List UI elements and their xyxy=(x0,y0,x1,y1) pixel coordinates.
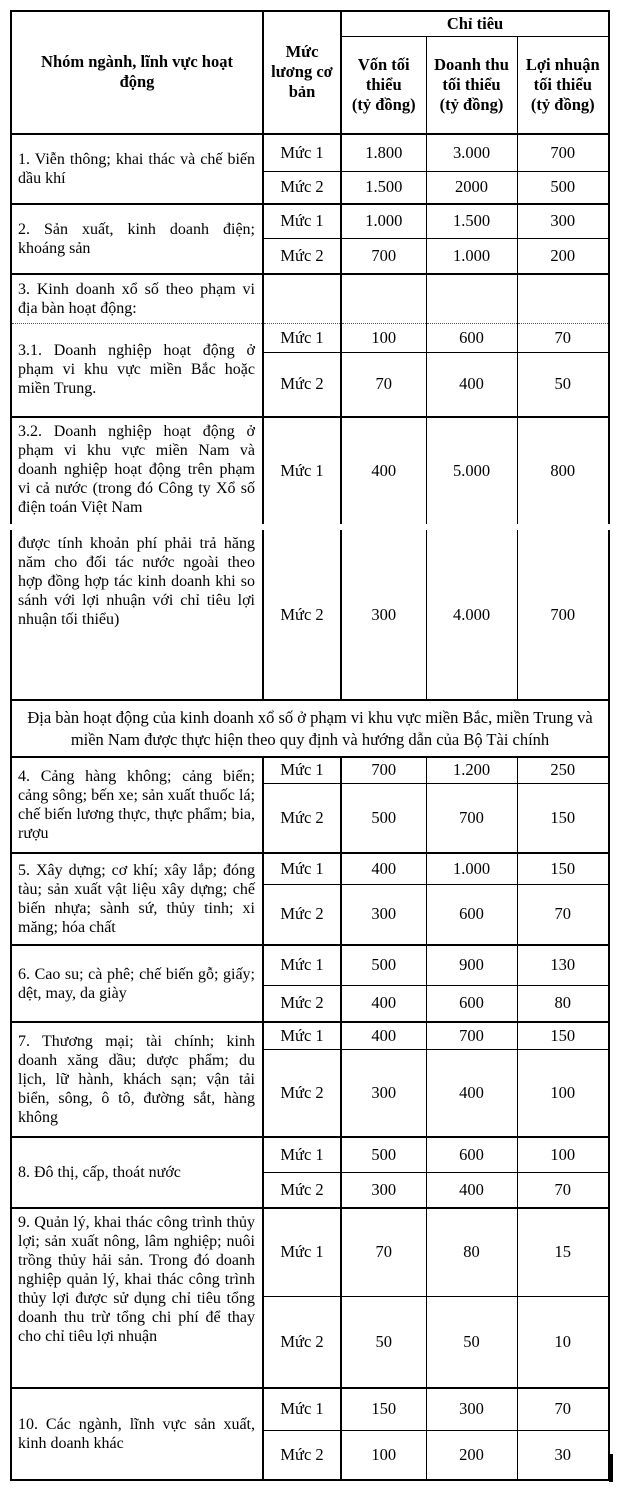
level-cell: Mức 1 xyxy=(263,134,341,172)
profit-cell: 100 xyxy=(517,1137,609,1172)
min-profit-title: Lợi nhuận tối thiểu xyxy=(525,54,600,94)
header-targets-group: Chỉ tiêu xyxy=(341,11,609,37)
level-cell-empty xyxy=(263,274,341,324)
capital-cell: 300 xyxy=(341,1049,426,1137)
row-3-label: 3. Kinh doanh xổ số theo phạm vi địa bàn hoạt động: xyxy=(11,274,263,324)
profit-cell: 250 xyxy=(517,757,609,783)
revenue-cell: 80 xyxy=(426,1208,517,1296)
level-cell: Mức 2 xyxy=(263,1172,341,1208)
profit-cell: 10 xyxy=(517,1296,609,1388)
row-4-label: 4. Cảng hàng không; cảng biển; cảng sông; bến xe; sản xuất thuốc lá; chế biến lương thực, thực phẩm; bia, rượu xyxy=(11,757,263,853)
level-cell: Mức 2 xyxy=(263,884,341,945)
row-8-label: 8. Đô thị, cấp, thoát nước xyxy=(11,1137,263,1208)
level-cell: Mức 1 xyxy=(263,1208,341,1296)
level-cell: Mức 1 xyxy=(263,1137,341,1172)
revenue-cell: 3.000 xyxy=(426,134,517,172)
profit-cell: 800 xyxy=(517,417,609,524)
revenue-cell: 400 xyxy=(426,1049,517,1137)
capital-cell: 400 xyxy=(341,1022,426,1049)
revenue-cell: 600 xyxy=(426,985,517,1022)
level-cell: Mức 2 xyxy=(263,985,341,1022)
capital-cell: 300 xyxy=(341,530,426,700)
row-3-2-label-part1: 3.2. Doanh nghiệp hoạt động ở phạm vi khu vực miền Nam và doanh nghiệp hoạt động trên phạm vi cả nước (trong đó Công ty Xổ số điện toán Việt Nam xyxy=(11,417,263,524)
capital-cell: 500 xyxy=(341,1137,426,1172)
revenue-cell: 600 xyxy=(426,884,517,945)
header-industry-label: Nhóm ngành, lĩnh vực hoạt động xyxy=(41,52,233,92)
capital-cell-empty xyxy=(341,274,426,324)
capital-cell: 100 xyxy=(341,1430,426,1480)
level-cell: Mức 1 xyxy=(263,204,341,239)
capital-cell: 500 xyxy=(341,945,426,985)
revenue-cell: 400 xyxy=(426,353,517,417)
level-cell: Mức 1 xyxy=(263,417,341,524)
revenue-cell: 400 xyxy=(426,1172,517,1208)
row-2-label: 2. Sản xuất, kinh doanh điện; khoáng sản xyxy=(11,204,263,274)
header-min-profit-column xyxy=(517,37,609,134)
criteria-table-part-1 xyxy=(10,10,610,524)
capital-cell: 300 xyxy=(341,884,426,945)
profit-cell: 700 xyxy=(517,134,609,172)
profit-cell: 70 xyxy=(517,1388,609,1430)
profit-cell: 70 xyxy=(517,884,609,945)
capital-cell: 700 xyxy=(341,757,426,783)
row-6-label: 6. Cao su; cà phê; chế biến gỗ; giấy; dệt, may, da giày xyxy=(11,945,263,1022)
capital-cell: 500 xyxy=(341,783,426,853)
revenue-cell: 1.000 xyxy=(426,239,517,274)
level-cell: Mức 2 xyxy=(263,1049,341,1137)
header-industry-column xyxy=(11,11,263,134)
capital-cell: 700 xyxy=(341,239,426,274)
revenue-cell: 50 xyxy=(426,1296,517,1388)
capital-cell: 70 xyxy=(341,1208,426,1296)
revenue-cell: 2000 xyxy=(426,172,517,204)
profit-cell: 150 xyxy=(517,783,609,853)
profit-cell: 150 xyxy=(517,1022,609,1049)
revenue-cell: 5.000 xyxy=(426,417,517,524)
capital-cell: 150 xyxy=(341,1388,426,1430)
criteria-table-part-2 xyxy=(10,530,610,1481)
revenue-cell: 600 xyxy=(426,1137,517,1172)
profit-cell: 700 xyxy=(517,530,609,700)
capital-cell: 1.500 xyxy=(341,172,426,204)
profit-cell: 15 xyxy=(517,1208,609,1296)
profit-cell: 30 xyxy=(517,1430,609,1480)
revenue-cell: 600 xyxy=(426,324,517,353)
min-revenue-unit: (tỷ đồng) xyxy=(439,94,504,114)
level-cell: Mức 2 xyxy=(263,530,341,700)
level-cell: Mức 2 xyxy=(263,353,341,417)
row-9-label: 9. Quản lý, khai thác công trình thủy lợi; sản xuất nông, lâm nghiệp; nuôi trồng thủy hải sản. Trong đó doanh nghiệp quản lý, khai thác công trình thủy lợi được sử dụng chỉ tiêu tổng doanh thu trừ tổng chi phí để thay cho chỉ tiêu lợi nhuận xyxy=(11,1208,263,1388)
revenue-cell: 1.500 xyxy=(426,204,517,239)
capital-cell: 70 xyxy=(341,353,426,417)
level-cell: Mức 2 xyxy=(263,172,341,204)
min-profit-unit: (tỷ đồng) xyxy=(530,94,595,114)
level-cell: Mức 1 xyxy=(263,945,341,985)
capital-cell: 400 xyxy=(341,417,426,524)
level-cell: Mức 2 xyxy=(263,1296,341,1388)
level-cell: Mức 2 xyxy=(263,783,341,853)
level-cell: Mức 2 xyxy=(263,239,341,274)
level-cell: Mức 2 xyxy=(263,1430,341,1480)
revenue-cell: 4.000 xyxy=(426,530,517,700)
revenue-cell: 300 xyxy=(426,1388,517,1430)
capital-cell: 1.000 xyxy=(341,204,426,239)
min-revenue-title: Doanh thu tối thiểu xyxy=(434,54,509,94)
revenue-cell: 700 xyxy=(426,783,517,853)
header-salary-level-column: Mức lương cơ bản xyxy=(263,11,341,134)
row-10-label: 10. Các ngành, lĩnh vực sản xuất, kinh doanh khác xyxy=(11,1388,263,1480)
revenue-cell: 900 xyxy=(426,945,517,985)
lottery-note-row: Địa bàn hoạt động của kinh doanh xổ số ở phạm vi khu vực miền Bắc, miền Trung và miền Nam được thực hiện theo quy định và hướng dẫn của Bộ Tài chính xyxy=(11,700,609,757)
profit-cell: 70 xyxy=(517,324,609,353)
min-capital-unit: (tỷ đồng) xyxy=(351,94,416,114)
capital-cell: 100 xyxy=(341,324,426,353)
profit-cell: 130 xyxy=(517,945,609,985)
level-cell: Mức 1 xyxy=(263,853,341,884)
row-7-label: 7. Thương mại; tài chính; kinh doanh xăng dầu; dược phẩm; du lịch, lữ hành, khách sạn; vận tải biển, sông, ô tô, đường sắt, hàng không xyxy=(11,1022,263,1137)
revenue-cell: 1.000 xyxy=(426,853,517,884)
row-5-label: 5. Xây dựng; cơ khí; xây lắp; đóng tàu; sản xuất vật liệu xây dựng; chế biến nhựa; sành sứ, thủy tinh; xi măng; hóa chất xyxy=(11,853,263,945)
row-3-1-label: 3.1. Doanh nghiệp hoạt động ở phạm vi khu vực miền Bắc hoặc miền Trung. xyxy=(11,324,263,417)
profit-cell: 100 xyxy=(517,1049,609,1137)
capital-cell: 50 xyxy=(341,1296,426,1388)
row-3-2-label-part2: được tính khoản phí phải trả hăng năm cho đối tác nước ngoài theo hợp đồng hợp tác kinh doanh khi so sánh với lợi nhuận với chỉ tiêu lợi nhuận tối thiểu) xyxy=(11,530,263,700)
level-cell: Mức 1 xyxy=(263,757,341,783)
level-cell: Mức 1 xyxy=(263,324,341,353)
min-capital-title: Vốn tối thiểu xyxy=(357,54,410,94)
profit-cell: 300 xyxy=(517,204,609,239)
profit-cell: 200 xyxy=(517,239,609,274)
revenue-cell: 200 xyxy=(426,1430,517,1480)
profit-cell: 80 xyxy=(517,985,609,1022)
profit-cell-empty xyxy=(517,274,609,324)
profit-cell: 70 xyxy=(517,1172,609,1208)
level-cell: Mức 1 xyxy=(263,1388,341,1430)
capital-cell: 1.800 xyxy=(341,134,426,172)
revenue-cell: 1.200 xyxy=(426,757,517,783)
revenue-cell: 700 xyxy=(426,1022,517,1049)
capital-cell: 300 xyxy=(341,1172,426,1208)
level-cell: Mức 1 xyxy=(263,1022,341,1049)
header-min-capital-column xyxy=(341,37,426,134)
header-min-revenue-column xyxy=(426,37,517,134)
profit-cell: 50 xyxy=(517,353,609,417)
profit-cell: 500 xyxy=(517,172,609,204)
row-1-label: 1. Viễn thông; khai thác và chế biến dầu khí xyxy=(11,134,263,204)
page-edge-mark xyxy=(609,1454,613,1482)
profit-cell: 150 xyxy=(517,853,609,884)
revenue-cell-empty xyxy=(426,274,517,324)
capital-cell: 400 xyxy=(341,985,426,1022)
capital-cell: 400 xyxy=(341,853,426,884)
